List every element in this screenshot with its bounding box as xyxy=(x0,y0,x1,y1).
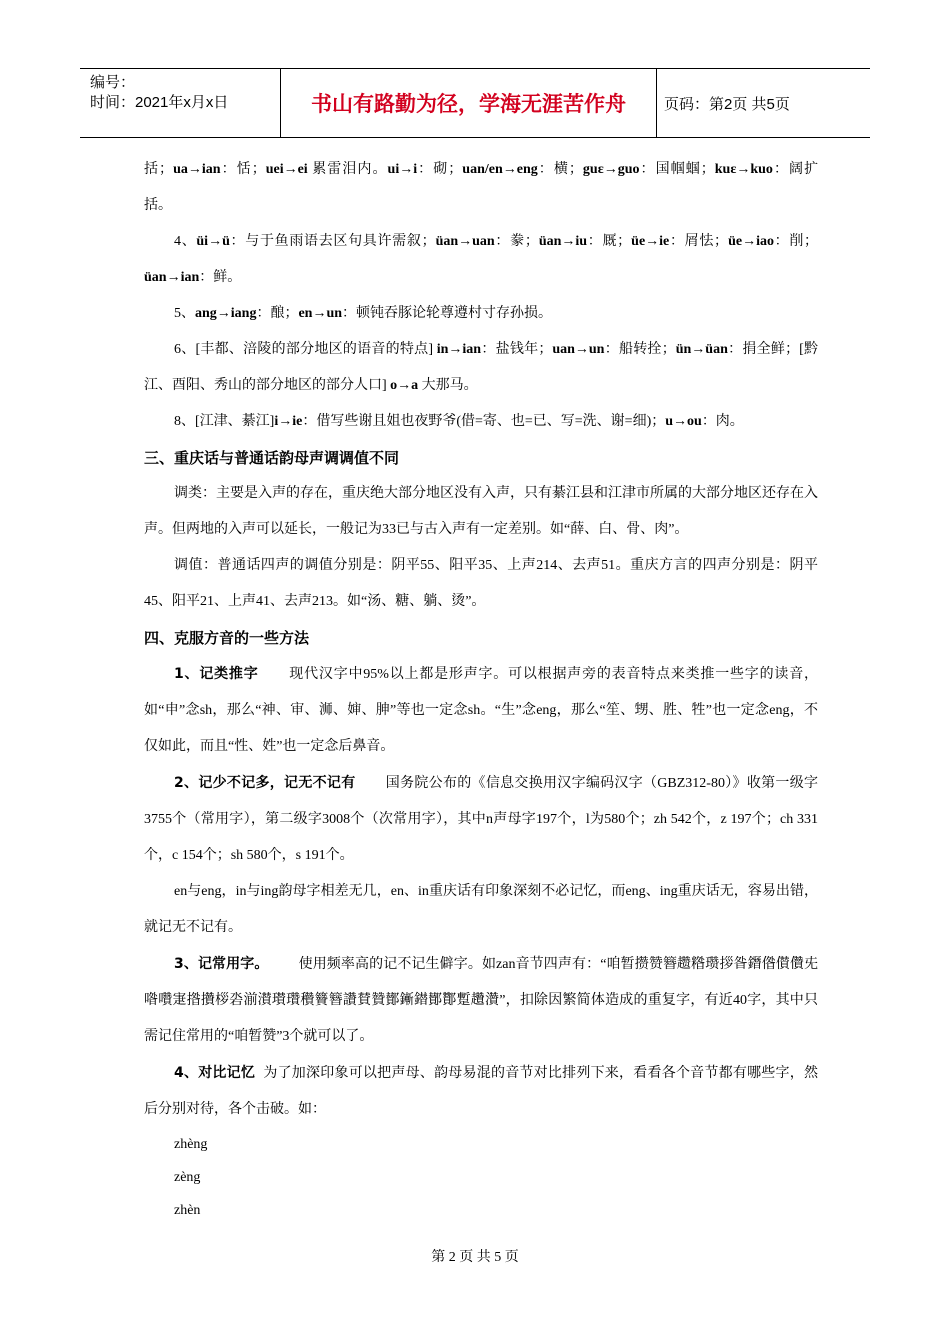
page-header xyxy=(80,68,870,138)
paragraph-method-2: 2、记少不记多，记无不记有 国务院公布的《信息交换用汉字编码汉字（GBZ312-80）》收第一级字3755个（常用字），第二级字3008个（次常用字），其中n声母字197个，l为580个；zh 542个，z 197个；ch 331个，c 154个；sh 580个，s 191个。 xyxy=(144,775,818,863)
syllable-line: zèng xyxy=(174,1170,201,1185)
paragraph-rule-3-cont: 括；ua→ian：恬；uei→ei 累雷泪内。ui→i：砌；uan/en→eng：横；guɛ→guo：国帼蝈；kuɛ→kuo：阔扩括。 xyxy=(144,162,819,213)
page-footer: 第 2 页 共 5 页 xyxy=(431,1250,519,1265)
header-page-label: 页码：第2页 共5页 xyxy=(664,95,790,113)
method-1-title: 1、记类推字 xyxy=(174,666,259,682)
number-label: 编号： xyxy=(90,74,136,91)
method-2-title: 2、记少不记多，记无不记有 xyxy=(174,775,356,791)
paragraph-method-4: 4、对比记忆 为了加深印象可以把声母、韵母易混的音节对比排列下来，看看各个音节都有哪些字，然后分别对待，各个击破。如： xyxy=(144,1065,818,1117)
paragraph-rule-8: 8、[江津、綦江]i→ie：借写些谢且姐也夜野爷(借=寄、也=已、写=洗、谢=细)；u→ou：肉。 xyxy=(174,414,744,429)
paragraph-tone-class: 调类：主要是入声的存在，重庆绝大部分地区没有入声，只有綦江县和江津市所属的大部分地区还存在入声。但两地的入声可以延长，一般记为33已与古入声有一定差别。如“薛、白、骨、肉”。 xyxy=(144,486,818,537)
document-body xyxy=(144,152,818,1227)
paragraph-method-3: 3、记常用字。 使用频率高的记不记生僻字。如zan音节四声有：“咱暂攒赞簪趱糌瓒拶昝鐕偺儧儹兂喒囋寁揝攢桚沯湔濽瓉瓚穳籫簪讚賛贊鄼鏩鐟鄼酇蹔趲灒”，扣除因繁简体造成的重复字，有近40字，其中只需记住常用的“咱暂赞”3个就可以了。 xyxy=(144,956,818,1044)
paragraph-tone-value: 调值：普通话四声的调值分别是：阴平55、阳平35、上声214、去声51。重庆方言的四声分别是：阴平45、阳平21、上声41、去声213。如“汤、糖、躺、烫”。 xyxy=(144,558,818,609)
header-meta xyxy=(80,69,280,137)
paragraph-en-eng: en与eng，in与ing韵母字相差无几，en、in重庆话有印象深刻不必记忆，而eng、ing重庆话无，容易出错，就记无不记有。 xyxy=(144,884,818,935)
method-4-title: 4、对比记忆 xyxy=(174,1065,256,1081)
date-label: 时间：2021年x月x日 xyxy=(90,94,229,111)
syllable-line: zhèng xyxy=(174,1137,208,1152)
paragraph-rule-5: 5、ang→iang：酿；en→un：顿钝吞豚论轮尊遵村寸存孙损。 xyxy=(174,306,553,321)
section-heading-3: 三、重庆话与普通话韵母声调调值不同 xyxy=(144,449,400,467)
syllable-line: zhèn xyxy=(174,1203,201,1218)
paragraph-rule-6: 6、[丰都、涪陵的部分地区的语音的特点] in→ian：盐钱年；uan→un：船转拴；ün→üan：捐全鲜；[黔江、酉阳、秀山的部分地区的部分人口] o→a 大那马。 xyxy=(144,342,819,393)
method-3-title: 3、记常用字。 xyxy=(174,956,269,972)
section-heading-4: 四、克服方音的一些方法 xyxy=(144,629,310,647)
paragraph-rule-4: 4、üi→ü：与于鱼雨语去区句具许需叙；üan→uan：豢；üan→iu：厩；üe→ie：屑怯；üe→iao：削；üan→ian：鲜。 xyxy=(144,234,819,285)
header-motto: 书山有路勤为径，学海无涯苦作舟 xyxy=(280,69,657,137)
paragraph-method-1: 1、记类推字 现代汉字中95%以上都是形声字。可以根据声旁的表音特点来类推一些字的读音，如“申”念sh，那么“神、审、浉、婶、胂”等也一定念sh。“生”念eng，那么“笙、甥、胜、牲”也一定念eng，不仅如此，而且“性、姓”也一定念后鼻音。 xyxy=(144,666,818,754)
